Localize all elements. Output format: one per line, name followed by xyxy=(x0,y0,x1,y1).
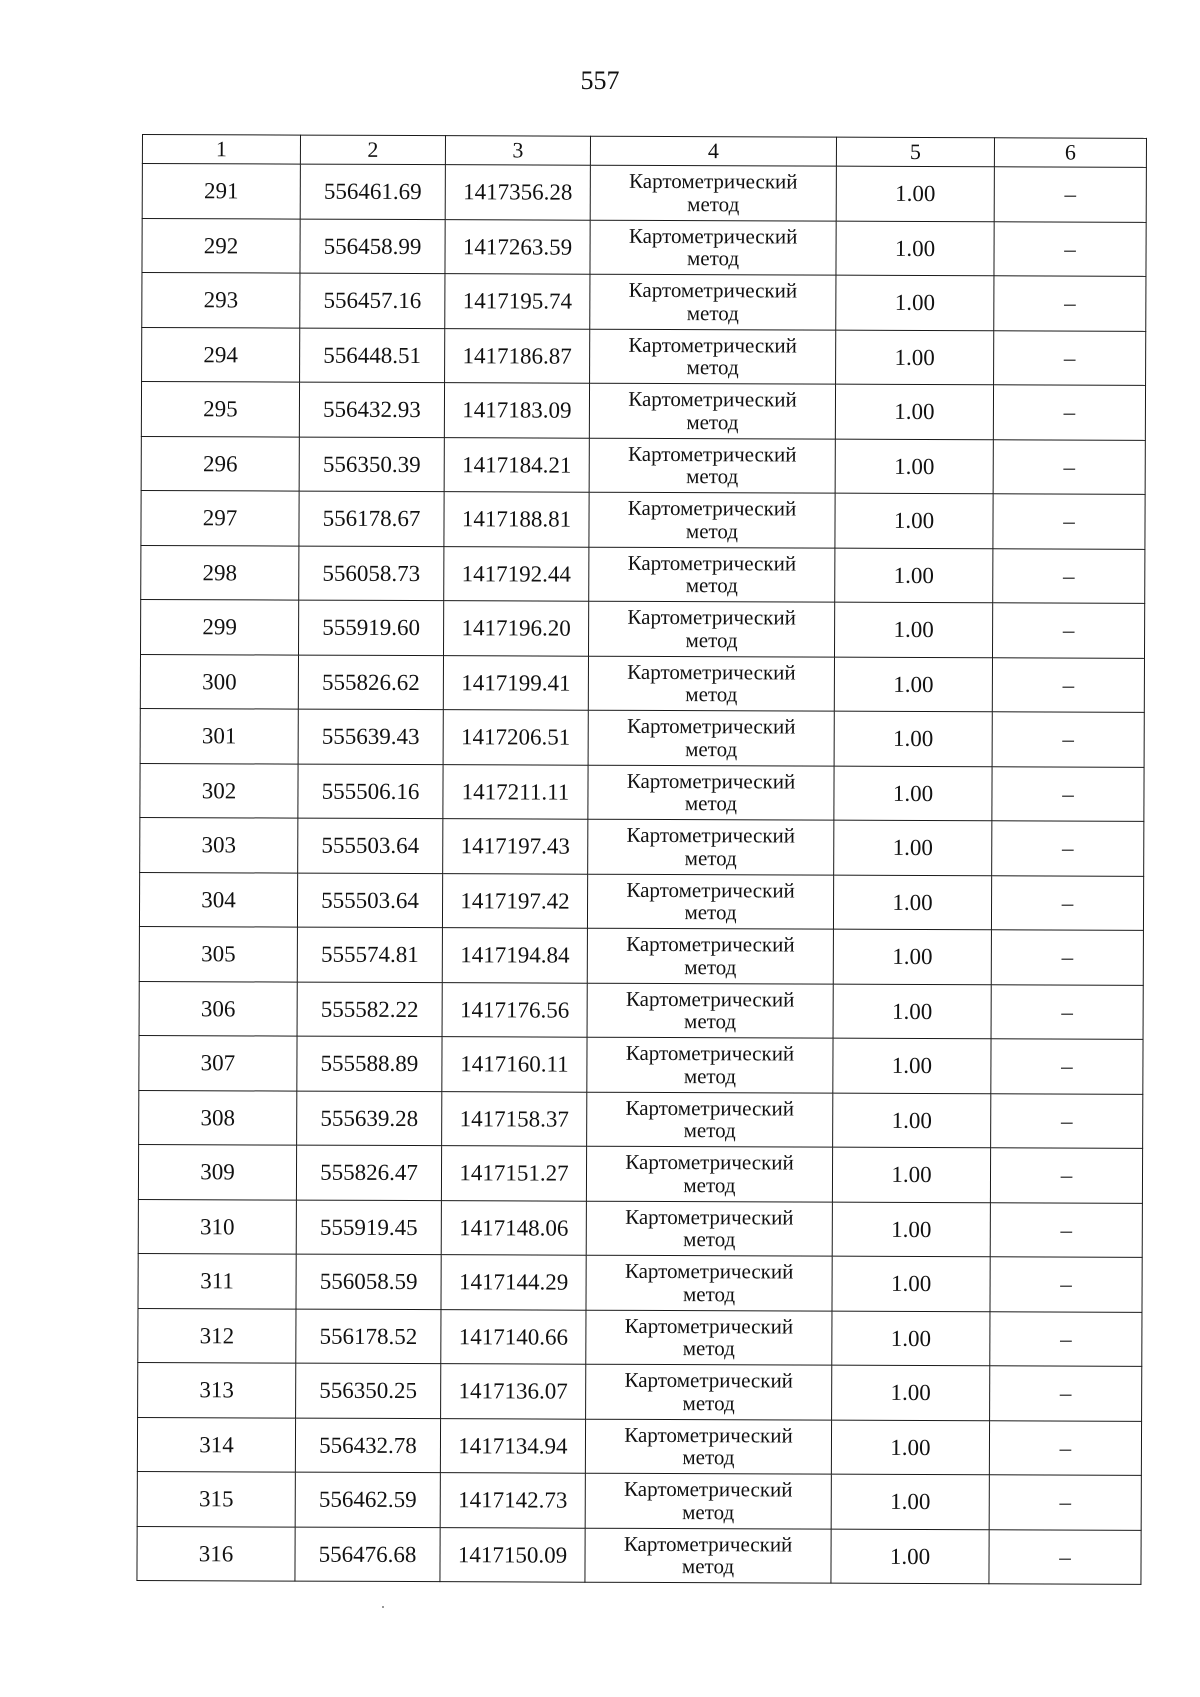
x-coordinate-cell: 555582.22 xyxy=(297,982,442,1037)
point-number-cell: 294 xyxy=(142,327,300,382)
method-line1: Картометрический xyxy=(624,1476,793,1502)
table-row xyxy=(141,436,1145,494)
method-line2: метод xyxy=(685,627,738,653)
method-line2: метод xyxy=(684,900,737,925)
y-coordinate-cell: 1417356.28 xyxy=(445,165,590,220)
point-number-cell: 316 xyxy=(137,1526,295,1581)
method-line1: Картометрический xyxy=(625,1040,795,1066)
method-cell xyxy=(588,819,834,874)
accuracy-cell: 1.00 xyxy=(833,875,991,930)
point-number-cell: 292 xyxy=(142,218,300,273)
method-line2: метод xyxy=(683,1172,736,1198)
table-row xyxy=(138,1308,1142,1366)
method-line1: Картометрический xyxy=(628,332,797,358)
method-cell xyxy=(585,1419,831,1474)
method-cell xyxy=(586,1310,832,1365)
method-line2: метод xyxy=(682,1336,735,1361)
method-line1: Картометрический xyxy=(624,1422,793,1448)
x-coordinate-cell: 556458.99 xyxy=(300,219,445,274)
table-body xyxy=(137,164,1146,1585)
note-cell: – xyxy=(992,712,1144,767)
column-header: 1 xyxy=(142,135,300,165)
method-line1: Картометрический xyxy=(627,550,797,576)
x-coordinate-cell: 556432.93 xyxy=(299,382,444,437)
method-cell xyxy=(589,492,835,547)
method-cell xyxy=(587,1092,833,1147)
note-cell: – xyxy=(989,1420,1141,1475)
method-line1: Картометрический xyxy=(628,386,797,412)
note-cell: – xyxy=(992,657,1144,712)
x-coordinate-cell: 555588.89 xyxy=(297,1036,442,1091)
method-cell xyxy=(589,601,835,656)
point-number-cell: 302 xyxy=(140,763,298,818)
x-coordinate-cell: 555919.45 xyxy=(296,1200,441,1255)
accuracy-cell: 1.00 xyxy=(833,1093,991,1148)
method-line2: метод xyxy=(684,845,737,871)
note-cell: – xyxy=(991,984,1143,1039)
accuracy-cell: 1.00 xyxy=(835,384,993,439)
note-cell: – xyxy=(991,1093,1143,1148)
method-line2: метод xyxy=(686,464,739,489)
accuracy-cell: 1.00 xyxy=(833,929,991,984)
method-cell xyxy=(587,983,833,1038)
accuracy-cell: 1.00 xyxy=(834,766,992,821)
note-cell: – xyxy=(990,1366,1142,1421)
method-line1: Картометрический xyxy=(625,1204,794,1230)
accuracy-cell: 1.00 xyxy=(831,1420,989,1475)
note-cell: – xyxy=(992,603,1144,658)
x-coordinate-cell: 556178.67 xyxy=(299,491,444,546)
method-cell xyxy=(588,765,834,820)
y-coordinate-cell: 1417195.74 xyxy=(445,274,590,329)
table-row xyxy=(139,926,1143,984)
method-line2: метод xyxy=(685,736,738,762)
x-coordinate-cell: 556457.16 xyxy=(300,273,445,328)
method-cell xyxy=(586,1146,832,1201)
point-number-cell: 306 xyxy=(139,981,297,1036)
point-number-cell: 291 xyxy=(142,164,300,219)
note-cell: – xyxy=(993,385,1145,440)
method-line1: Картометрический xyxy=(624,1258,794,1284)
method-cell xyxy=(590,329,836,384)
column-header: 4 xyxy=(590,136,836,166)
y-coordinate-cell: 1417183.09 xyxy=(444,383,589,438)
point-number-cell: 308 xyxy=(139,1090,297,1145)
accuracy-cell: 1.00 xyxy=(832,1147,990,1202)
table-row xyxy=(140,654,1144,712)
method-line1: Картометрический xyxy=(625,1149,794,1175)
point-number-cell: 305 xyxy=(139,926,297,981)
accuracy-cell: 1.00 xyxy=(836,221,994,276)
column-header: 6 xyxy=(994,138,1146,168)
method-line2: метод xyxy=(686,409,739,435)
method-line1: Картометрический xyxy=(624,1313,794,1339)
table-row xyxy=(139,1035,1143,1093)
note-cell: – xyxy=(992,821,1144,876)
method-line2: метод xyxy=(682,1445,735,1470)
table-row xyxy=(138,1199,1142,1257)
method-cell xyxy=(587,874,833,929)
note-cell: – xyxy=(991,875,1143,930)
note-cell: – xyxy=(993,548,1145,603)
accuracy-cell: 1.00 xyxy=(834,657,992,712)
x-coordinate-cell: 556350.25 xyxy=(296,1363,441,1418)
method-line1: Картометрический xyxy=(625,1095,795,1121)
x-coordinate-cell: 555919.60 xyxy=(299,600,444,655)
y-coordinate-cell: 1417160.11 xyxy=(442,1037,587,1092)
method-line1: Картометрический xyxy=(626,931,795,957)
method-line2: метод xyxy=(686,246,740,271)
coordinates-table xyxy=(136,134,1147,1585)
x-coordinate-cell: 555503.64 xyxy=(298,818,443,873)
accuracy-cell: 1.00 xyxy=(831,1474,989,1529)
y-coordinate-cell: 1417140.66 xyxy=(441,1309,586,1364)
point-number-cell: 312 xyxy=(138,1308,296,1363)
method-line1: Картометрический xyxy=(629,168,798,194)
x-coordinate-cell: 556432.78 xyxy=(295,1418,440,1473)
point-number-cell: 300 xyxy=(140,654,298,709)
method-line1: Картометрический xyxy=(628,277,798,303)
method-line2: метод xyxy=(683,1063,736,1089)
method-line1: Картометрический xyxy=(626,877,795,903)
note-cell: – xyxy=(989,1475,1141,1530)
point-number-cell: 297 xyxy=(141,490,299,545)
method-cell xyxy=(590,274,836,329)
note-cell: – xyxy=(991,1039,1143,1094)
table-header-row xyxy=(142,135,1146,168)
accuracy-cell: 1.00 xyxy=(833,984,991,1039)
point-number-cell: 304 xyxy=(139,872,297,927)
note-cell: – xyxy=(993,439,1145,494)
method-cell xyxy=(588,656,834,711)
method-cell xyxy=(589,547,835,602)
method-cell xyxy=(588,710,834,765)
note-cell: – xyxy=(994,330,1146,385)
y-coordinate-cell: 1417148.06 xyxy=(441,1200,586,1255)
point-number-cell: 301 xyxy=(140,708,298,763)
y-coordinate-cell: 1417197.42 xyxy=(442,873,587,928)
note-cell: – xyxy=(990,1257,1142,1312)
note-cell: – xyxy=(991,930,1143,985)
y-coordinate-cell: 1417186.87 xyxy=(445,328,590,383)
table-row xyxy=(139,981,1143,1039)
y-coordinate-cell: 1417197.43 xyxy=(443,819,588,874)
x-coordinate-cell: 556178.52 xyxy=(296,1309,441,1364)
method-line2: метод xyxy=(687,191,740,217)
table-row xyxy=(142,218,1146,276)
note-cell: – xyxy=(990,1311,1142,1366)
y-coordinate-cell: 1417194.84 xyxy=(442,928,587,983)
method-line2: метод xyxy=(686,300,739,326)
method-cell xyxy=(585,1528,831,1583)
table-row xyxy=(142,164,1146,222)
table-row xyxy=(137,1417,1141,1475)
method-cell xyxy=(586,1201,832,1256)
table-row xyxy=(142,273,1146,331)
y-coordinate-cell: 1417144.29 xyxy=(441,1255,586,1310)
table-row xyxy=(138,1253,1142,1311)
point-number-cell: 303 xyxy=(140,817,298,872)
point-number-cell: 296 xyxy=(141,436,299,491)
y-coordinate-cell: 1417134.94 xyxy=(440,1418,585,1473)
accuracy-cell: 1.00 xyxy=(835,439,993,494)
method-cell xyxy=(587,928,833,983)
note-cell: – xyxy=(990,1148,1142,1203)
table-row xyxy=(137,1471,1141,1529)
x-coordinate-cell: 555574.81 xyxy=(297,927,442,982)
scan-speck xyxy=(382,1606,384,1608)
x-coordinate-cell: 556350.39 xyxy=(299,437,444,492)
method-line1: Картометрический xyxy=(627,495,797,521)
x-coordinate-cell: 555639.28 xyxy=(297,1091,442,1146)
y-coordinate-cell: 1417136.07 xyxy=(441,1364,586,1419)
note-cell: – xyxy=(990,1202,1142,1257)
accuracy-cell: 1.00 xyxy=(832,1311,990,1366)
table-row xyxy=(140,708,1144,766)
y-coordinate-cell: 1417184.21 xyxy=(444,437,589,492)
x-coordinate-cell: 556058.59 xyxy=(296,1254,441,1309)
y-coordinate-cell: 1417158.37 xyxy=(442,1091,587,1146)
note-cell: – xyxy=(992,766,1144,821)
accuracy-cell: 1.00 xyxy=(832,1256,990,1311)
method-line2: метод xyxy=(685,682,738,707)
accuracy-cell: 1.00 xyxy=(835,493,993,548)
x-coordinate-cell: 556448.51 xyxy=(300,328,445,383)
y-coordinate-cell: 1417196.20 xyxy=(444,601,589,656)
method-cell xyxy=(589,383,835,438)
x-coordinate-cell: 555506.16 xyxy=(298,764,443,819)
method-line2: метод xyxy=(682,1499,735,1525)
method-cell xyxy=(590,220,836,275)
method-line1: Картометрический xyxy=(624,1367,793,1393)
point-number-cell: 310 xyxy=(138,1199,296,1254)
accuracy-cell: 1.00 xyxy=(833,1038,991,1093)
method-line1: Картометрический xyxy=(628,223,798,249)
accuracy-cell: 1.00 xyxy=(836,330,994,385)
accuracy-cell: 1.00 xyxy=(834,711,992,766)
x-coordinate-cell: 556461.69 xyxy=(300,164,445,219)
accuracy-cell: 1.00 xyxy=(831,1529,989,1584)
method-cell xyxy=(586,1255,832,1310)
x-coordinate-cell: 556476.68 xyxy=(295,1527,440,1582)
method-cell xyxy=(589,438,835,493)
table-row xyxy=(139,872,1143,930)
method-line1: Картометрический xyxy=(626,768,796,794)
note-cell: – xyxy=(994,276,1146,331)
method-line1: Картометрический xyxy=(627,604,796,630)
y-coordinate-cell: 1417150.09 xyxy=(440,1527,585,1582)
method-line2: метод xyxy=(682,1281,736,1307)
page-number: 557 xyxy=(580,66,620,95)
table-row xyxy=(142,327,1146,385)
method-cell xyxy=(586,1364,832,1419)
table-row xyxy=(141,545,1145,603)
method-line2: метод xyxy=(685,518,739,544)
note-cell: – xyxy=(994,221,1146,276)
x-coordinate-cell: 555503.64 xyxy=(297,873,442,928)
method-line2: метод xyxy=(684,1009,737,1034)
accuracy-cell: 1.00 xyxy=(836,275,994,330)
method-line2: метод xyxy=(685,573,738,598)
method-cell xyxy=(590,165,836,220)
table-row xyxy=(140,763,1144,821)
x-coordinate-cell: 555826.62 xyxy=(298,655,443,710)
accuracy-cell: 1.00 xyxy=(832,1202,990,1257)
x-coordinate-cell: 555639.43 xyxy=(298,709,443,764)
method-line1: Картометрический xyxy=(625,986,795,1012)
point-number-cell: 309 xyxy=(138,1144,296,1199)
table-row xyxy=(139,1090,1143,1148)
x-coordinate-cell: 556058.73 xyxy=(299,546,444,601)
y-coordinate-cell: 1417188.81 xyxy=(444,492,589,547)
y-coordinate-cell: 1417192.44 xyxy=(444,546,589,601)
method-line1: Картометрический xyxy=(627,659,796,685)
accuracy-cell: 1.00 xyxy=(836,166,994,221)
table-row xyxy=(141,490,1145,548)
x-coordinate-cell: 555826.47 xyxy=(296,1145,441,1200)
table-row xyxy=(137,1526,1141,1584)
x-coordinate-cell: 556462.59 xyxy=(295,1472,440,1527)
method-line1: Картометрический xyxy=(623,1531,793,1557)
method-line2: метод xyxy=(681,1554,735,1579)
method-line2: метод xyxy=(682,1390,735,1416)
y-coordinate-cell: 1417199.41 xyxy=(443,655,588,710)
point-number-cell: 313 xyxy=(138,1362,296,1417)
y-coordinate-cell: 1417263.59 xyxy=(445,219,590,274)
y-coordinate-cell: 1417176.56 xyxy=(442,982,587,1037)
point-number-cell: 298 xyxy=(141,545,299,600)
table-row xyxy=(140,817,1144,875)
y-coordinate-cell: 1417142.73 xyxy=(440,1473,585,1528)
table-row xyxy=(141,382,1145,440)
method-cell xyxy=(587,1037,833,1092)
point-number-cell: 311 xyxy=(138,1253,296,1308)
method-line1: Картометрический xyxy=(626,713,796,739)
accuracy-cell: 1.00 xyxy=(832,1365,990,1420)
point-number-cell: 295 xyxy=(141,382,299,437)
method-cell xyxy=(585,1473,831,1528)
method-line2: метод xyxy=(684,791,738,816)
table-row xyxy=(138,1144,1142,1202)
y-coordinate-cell: 1417211.11 xyxy=(443,764,588,819)
note-cell: – xyxy=(989,1529,1141,1584)
method-line2: метод xyxy=(683,1118,736,1143)
y-coordinate-cell: 1417206.51 xyxy=(443,710,588,765)
column-header: 3 xyxy=(445,136,590,166)
y-coordinate-cell: 1417151.27 xyxy=(441,1146,586,1201)
method-line1: Картометрический xyxy=(626,822,796,848)
accuracy-cell: 1.00 xyxy=(835,548,993,603)
table-row xyxy=(141,599,1145,657)
accuracy-cell: 1.00 xyxy=(834,820,992,875)
note-cell: – xyxy=(994,167,1146,222)
method-line1: Картометрический xyxy=(627,441,797,467)
point-number-cell: 315 xyxy=(137,1471,295,1526)
method-line2: метод xyxy=(684,954,737,980)
point-number-cell: 293 xyxy=(142,273,300,328)
accuracy-cell: 1.00 xyxy=(834,602,992,657)
method-line2: метод xyxy=(683,1227,736,1252)
point-number-cell: 307 xyxy=(139,1035,297,1090)
point-number-cell: 314 xyxy=(137,1417,295,1472)
column-header: 2 xyxy=(300,135,445,165)
method-line2: метод xyxy=(686,355,739,380)
point-number-cell: 299 xyxy=(141,599,299,654)
column-header: 5 xyxy=(836,137,994,167)
note-cell: – xyxy=(993,494,1145,549)
table-row xyxy=(138,1362,1142,1420)
